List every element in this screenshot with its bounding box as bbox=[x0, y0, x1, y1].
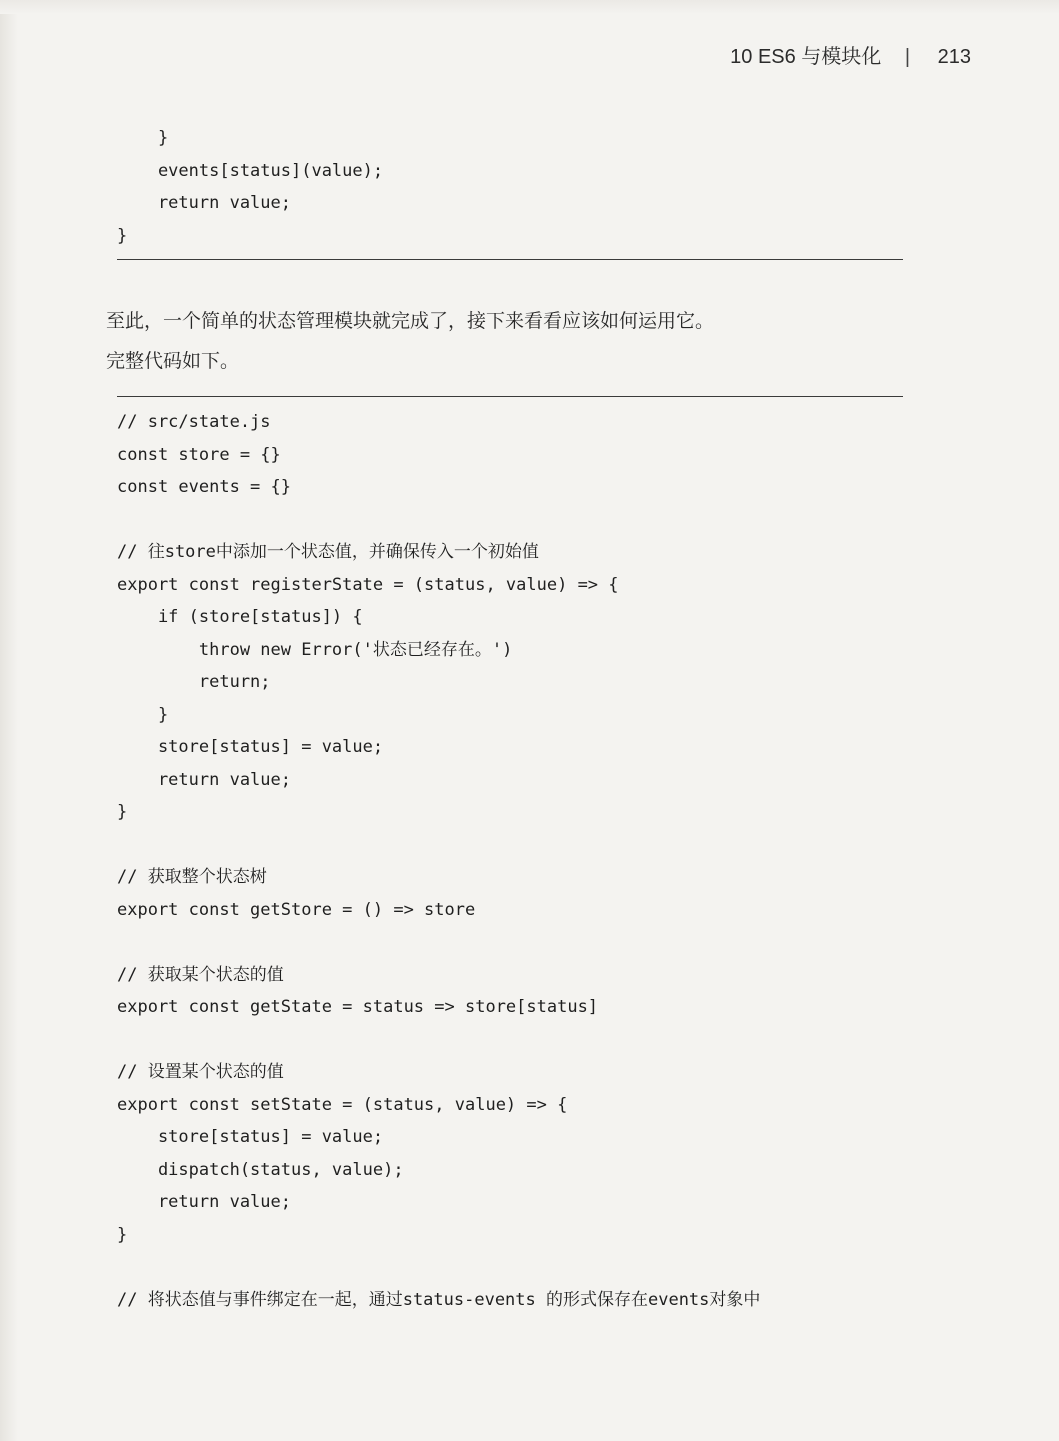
code-line: return value; bbox=[117, 193, 291, 213]
code-line: if (store[status]) { bbox=[117, 607, 363, 627]
code-comment: // 获取整个状态树 bbox=[117, 867, 267, 887]
code-block-bottom-rule bbox=[117, 259, 903, 260]
code-line: throw new Error('状态已经存在。') bbox=[117, 639, 513, 660]
page-top-shadow bbox=[0, 0, 1059, 14]
chapter-number: 10 bbox=[730, 46, 753, 68]
body-paragraph: 完整代码如下。 bbox=[106, 350, 240, 372]
code-line: } bbox=[117, 1224, 128, 1245]
code-block-top-rule bbox=[117, 396, 903, 397]
code-line: dispatch(status, value); bbox=[117, 1159, 404, 1180]
code-line: events[status](value); bbox=[117, 160, 384, 181]
code-line: store[status] = value; bbox=[117, 737, 384, 757]
code-comment: // 获取某个状态的值 bbox=[117, 964, 284, 985]
running-header bbox=[730, 40, 971, 69]
code-line: return value; bbox=[117, 769, 291, 790]
code-line: export const getState = status => store[status] bbox=[117, 997, 599, 1017]
code-line: export const getStore = () => store bbox=[117, 899, 476, 920]
code-line: } bbox=[117, 128, 169, 148]
code-comment: // 往store中添加一个状态值，并确保传入一个初始值 bbox=[117, 542, 539, 562]
chapter-title: ES6 与模块化 bbox=[757, 46, 882, 68]
page-edge-shadow bbox=[0, 0, 18, 1441]
code-block-continued bbox=[117, 122, 383, 252]
code-block-state-js bbox=[117, 406, 760, 1316]
code-line: } bbox=[117, 225, 128, 246]
code-line: } bbox=[117, 704, 169, 725]
code-line: return value; bbox=[117, 1192, 291, 1212]
body-paragraph: 至此，一个简单的状态管理模块就完成了，接下来看看应该如何运用它。 bbox=[106, 310, 715, 332]
code-line: const events = {} bbox=[117, 477, 291, 497]
code-comment: // src/state.js bbox=[117, 412, 271, 432]
code-line: export const setState = (status, value) => { bbox=[117, 1094, 568, 1115]
code-line: export const registerState = (status, value) => { bbox=[117, 574, 619, 595]
page-number: 213 bbox=[937, 46, 971, 68]
code-line: } bbox=[117, 802, 128, 822]
header-separator: | bbox=[904, 46, 911, 68]
code-comment: // 设置某个状态的值 bbox=[117, 1062, 284, 1082]
code-line: store[status] = value; bbox=[117, 1127, 384, 1147]
code-line: return; bbox=[117, 672, 271, 692]
code-comment: // 将状态值与事件绑定在一起，通过status-events 的形式保存在events对象中 bbox=[117, 1289, 761, 1310]
code-line: const store = {} bbox=[117, 444, 281, 465]
